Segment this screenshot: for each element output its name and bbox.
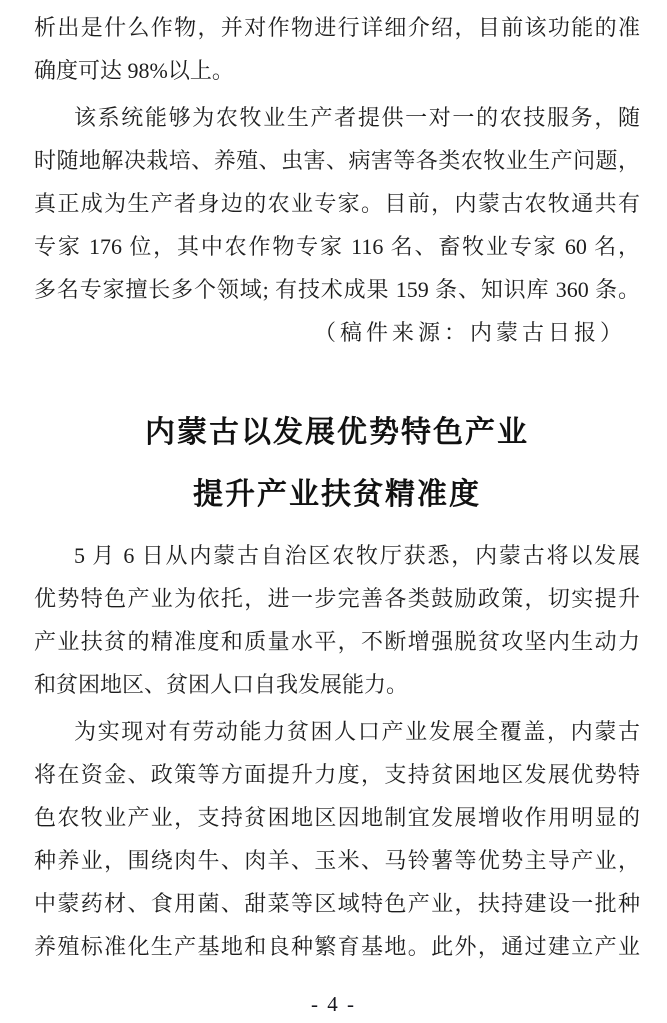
- previous-article-paragraph-2: [34, 96, 640, 311]
- text-line: 中蒙药材、食用菌、甜菜等区域特色产业，扶持建设一批种: [34, 891, 640, 916]
- page-number: - 4 -: [311, 992, 356, 1016]
- text-line: 和贫困地区、贫困人口自我发展能力。: [34, 672, 409, 697]
- text-line: 时随地解决栽培、养殖、虫害、病害等各类农牧业生产问题，: [34, 148, 640, 173]
- article-title: [34, 402, 640, 526]
- text-line: 养殖标准化生产基地和良种繁育基地。此外，通过建立产业: [34, 934, 640, 959]
- article-paragraph-2: [34, 710, 640, 968]
- article-title-line-2: 提升产业扶贫精准度: [193, 478, 481, 511]
- article-paragraph-1: [34, 534, 640, 706]
- text-line: 将在资金、政策等方面提升力度，支持贫困地区发展优势特: [34, 762, 640, 787]
- source-attribution: （稿件来源：内蒙古日报）: [313, 320, 626, 345]
- text-line: 为实现对有劳动能力贫困人口产业发展全覆盖，内蒙古: [74, 719, 640, 744]
- text-line: 多名专家擅长多个领域; 有技术成果 159 条、知识库 360 条。: [34, 277, 640, 302]
- text-line: 色农牧业产业，支持贫困地区因地制宜发展增收作用明显的: [34, 805, 640, 830]
- text-line: 真正成为生产者身边的农业专家。目前，内蒙古农牧通共有: [34, 191, 640, 216]
- previous-article-paragraph-1: [34, 6, 640, 92]
- article-title-line-1: 内蒙古以发展优势特色产业: [145, 416, 529, 449]
- text-line: 5 月 6 日从内蒙古自治区农牧厅获悉，内蒙古将以发展: [74, 543, 640, 568]
- text-line: 该系统能够为农牧业生产者提供一对一的农技服务，随: [74, 105, 640, 130]
- text-line: 优势特色产业为依托，进一步完善各类鼓励政策，切实提升: [34, 586, 640, 611]
- text-line: 析出是什么作物，并对作物进行详细介绍，目前该功能的准: [34, 15, 640, 40]
- text-line: 产业扶贫的精准度和质量水平，不断增强脱贫攻坚内生动力: [34, 629, 640, 654]
- text-line: 专家 176 位，其中农作物专家 116 名、畜牧业专家 60 名，: [34, 234, 640, 259]
- text-line: 确度可达 98%以上。: [34, 58, 234, 83]
- text-line: 种养业，围绕肉牛、肉羊、玉米、马铃薯等优势主导产业，: [34, 848, 640, 873]
